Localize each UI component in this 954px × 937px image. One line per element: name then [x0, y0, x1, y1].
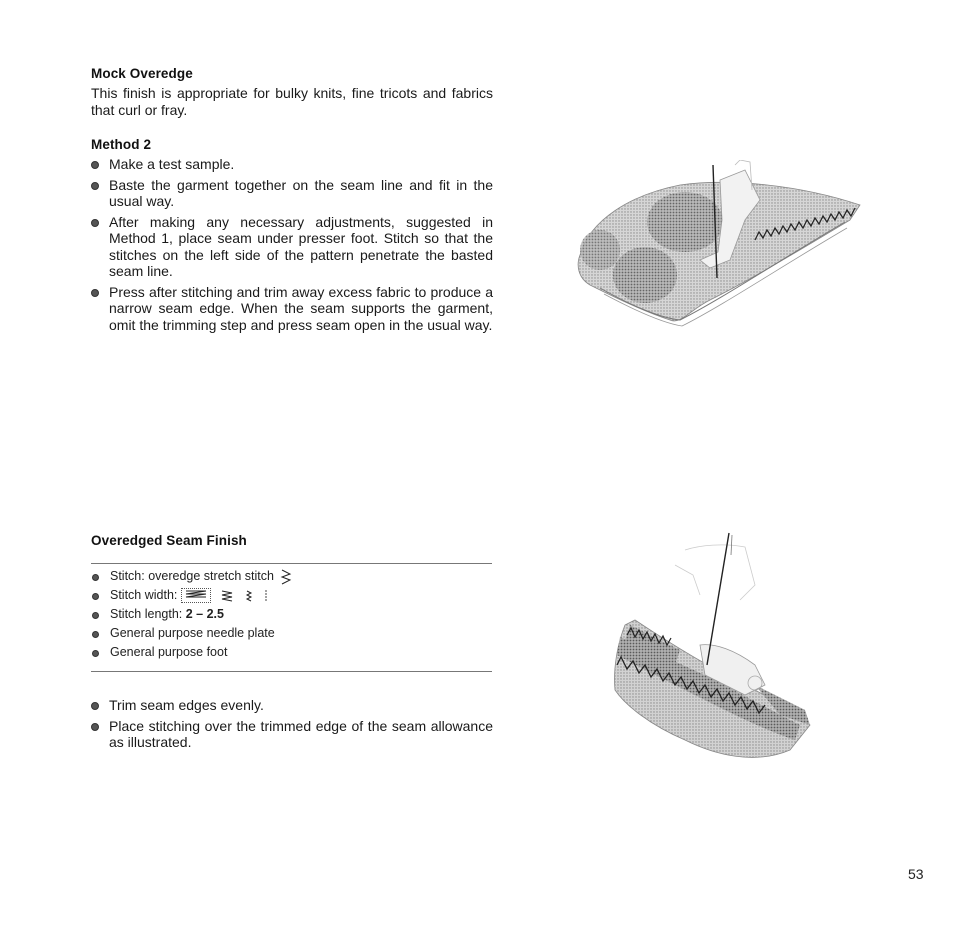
overedged-seam-illustration — [605, 525, 820, 770]
mock-overedge-intro: This finish is appropriate for bulky knits, fine tricots and fabrics that curl or fray. — [91, 85, 493, 118]
width-setting: Stitch width: — [91, 586, 493, 605]
overedged-list — [91, 697, 493, 751]
page-number: 53 — [908, 866, 924, 882]
top-divider — [91, 563, 492, 564]
mock-overedge-section — [91, 66, 493, 119]
settings-list — [91, 567, 493, 662]
stitch-setting: Stitch: overedge stretch stitch — [91, 567, 493, 586]
stitch-width-narrow-icon — [244, 590, 254, 602]
list-item: After making any necessary adjustments, suggested in Method 1, place seam under presser foot. Stitch so that the stitches on the left side of the pattern penetrate the basted seam line. — [91, 214, 493, 280]
overedged-heading: Overedged Seam Finish — [91, 533, 247, 548]
length-setting: Stitch length: 2 – 2.5 — [91, 605, 493, 624]
list-item: Trim seam edges evenly. — [91, 697, 493, 714]
bullet-icon — [91, 289, 99, 297]
method2-section — [91, 137, 493, 333]
stitch-width-medium-icon — [220, 590, 234, 602]
overedged-section — [91, 533, 493, 548]
bullet-icon — [91, 723, 99, 731]
overedge-stretch-stitch-icon — [280, 569, 292, 585]
stitch-width-wide-icon — [181, 588, 211, 603]
method2-list — [91, 156, 493, 333]
bottom-divider — [91, 671, 492, 672]
bullet-icon — [91, 219, 99, 227]
overedged-steps — [91, 697, 493, 751]
presser-foot-setting: General purpose foot — [91, 643, 493, 662]
needle-plate-setting: General purpose needle plate — [91, 624, 493, 643]
bullet-icon — [92, 650, 99, 657]
stitch-length-value: 2 – 2.5 — [185, 607, 224, 621]
list-item: Baste the garment together on the seam line and fit in the usual way. — [91, 177, 493, 210]
list-item: Place stitching over the trimmed edge of the seam allowance as illustrated. — [91, 718, 493, 751]
bullet-icon — [91, 702, 99, 710]
bullet-icon — [92, 574, 99, 581]
mock-overedge-illustration — [570, 160, 870, 335]
settings-box — [91, 567, 493, 662]
bullet-icon — [91, 161, 99, 169]
list-item: Press after stitching and trim away excess fabric to produce a narrow seam edge. When the seam supports the garment, omit the trimming step and press seam open in the usual way. — [91, 284, 493, 334]
stitch-width-straight-icon — [263, 589, 269, 603]
bullet-icon — [91, 182, 99, 190]
bullet-icon — [92, 612, 99, 619]
method2-heading: Method 2 — [91, 137, 152, 152]
bullet-icon — [92, 593, 99, 600]
bullet-icon — [92, 631, 99, 638]
list-item: Make a test sample. — [91, 156, 493, 173]
mock-overedge-heading: Mock Overedge — [91, 66, 193, 81]
